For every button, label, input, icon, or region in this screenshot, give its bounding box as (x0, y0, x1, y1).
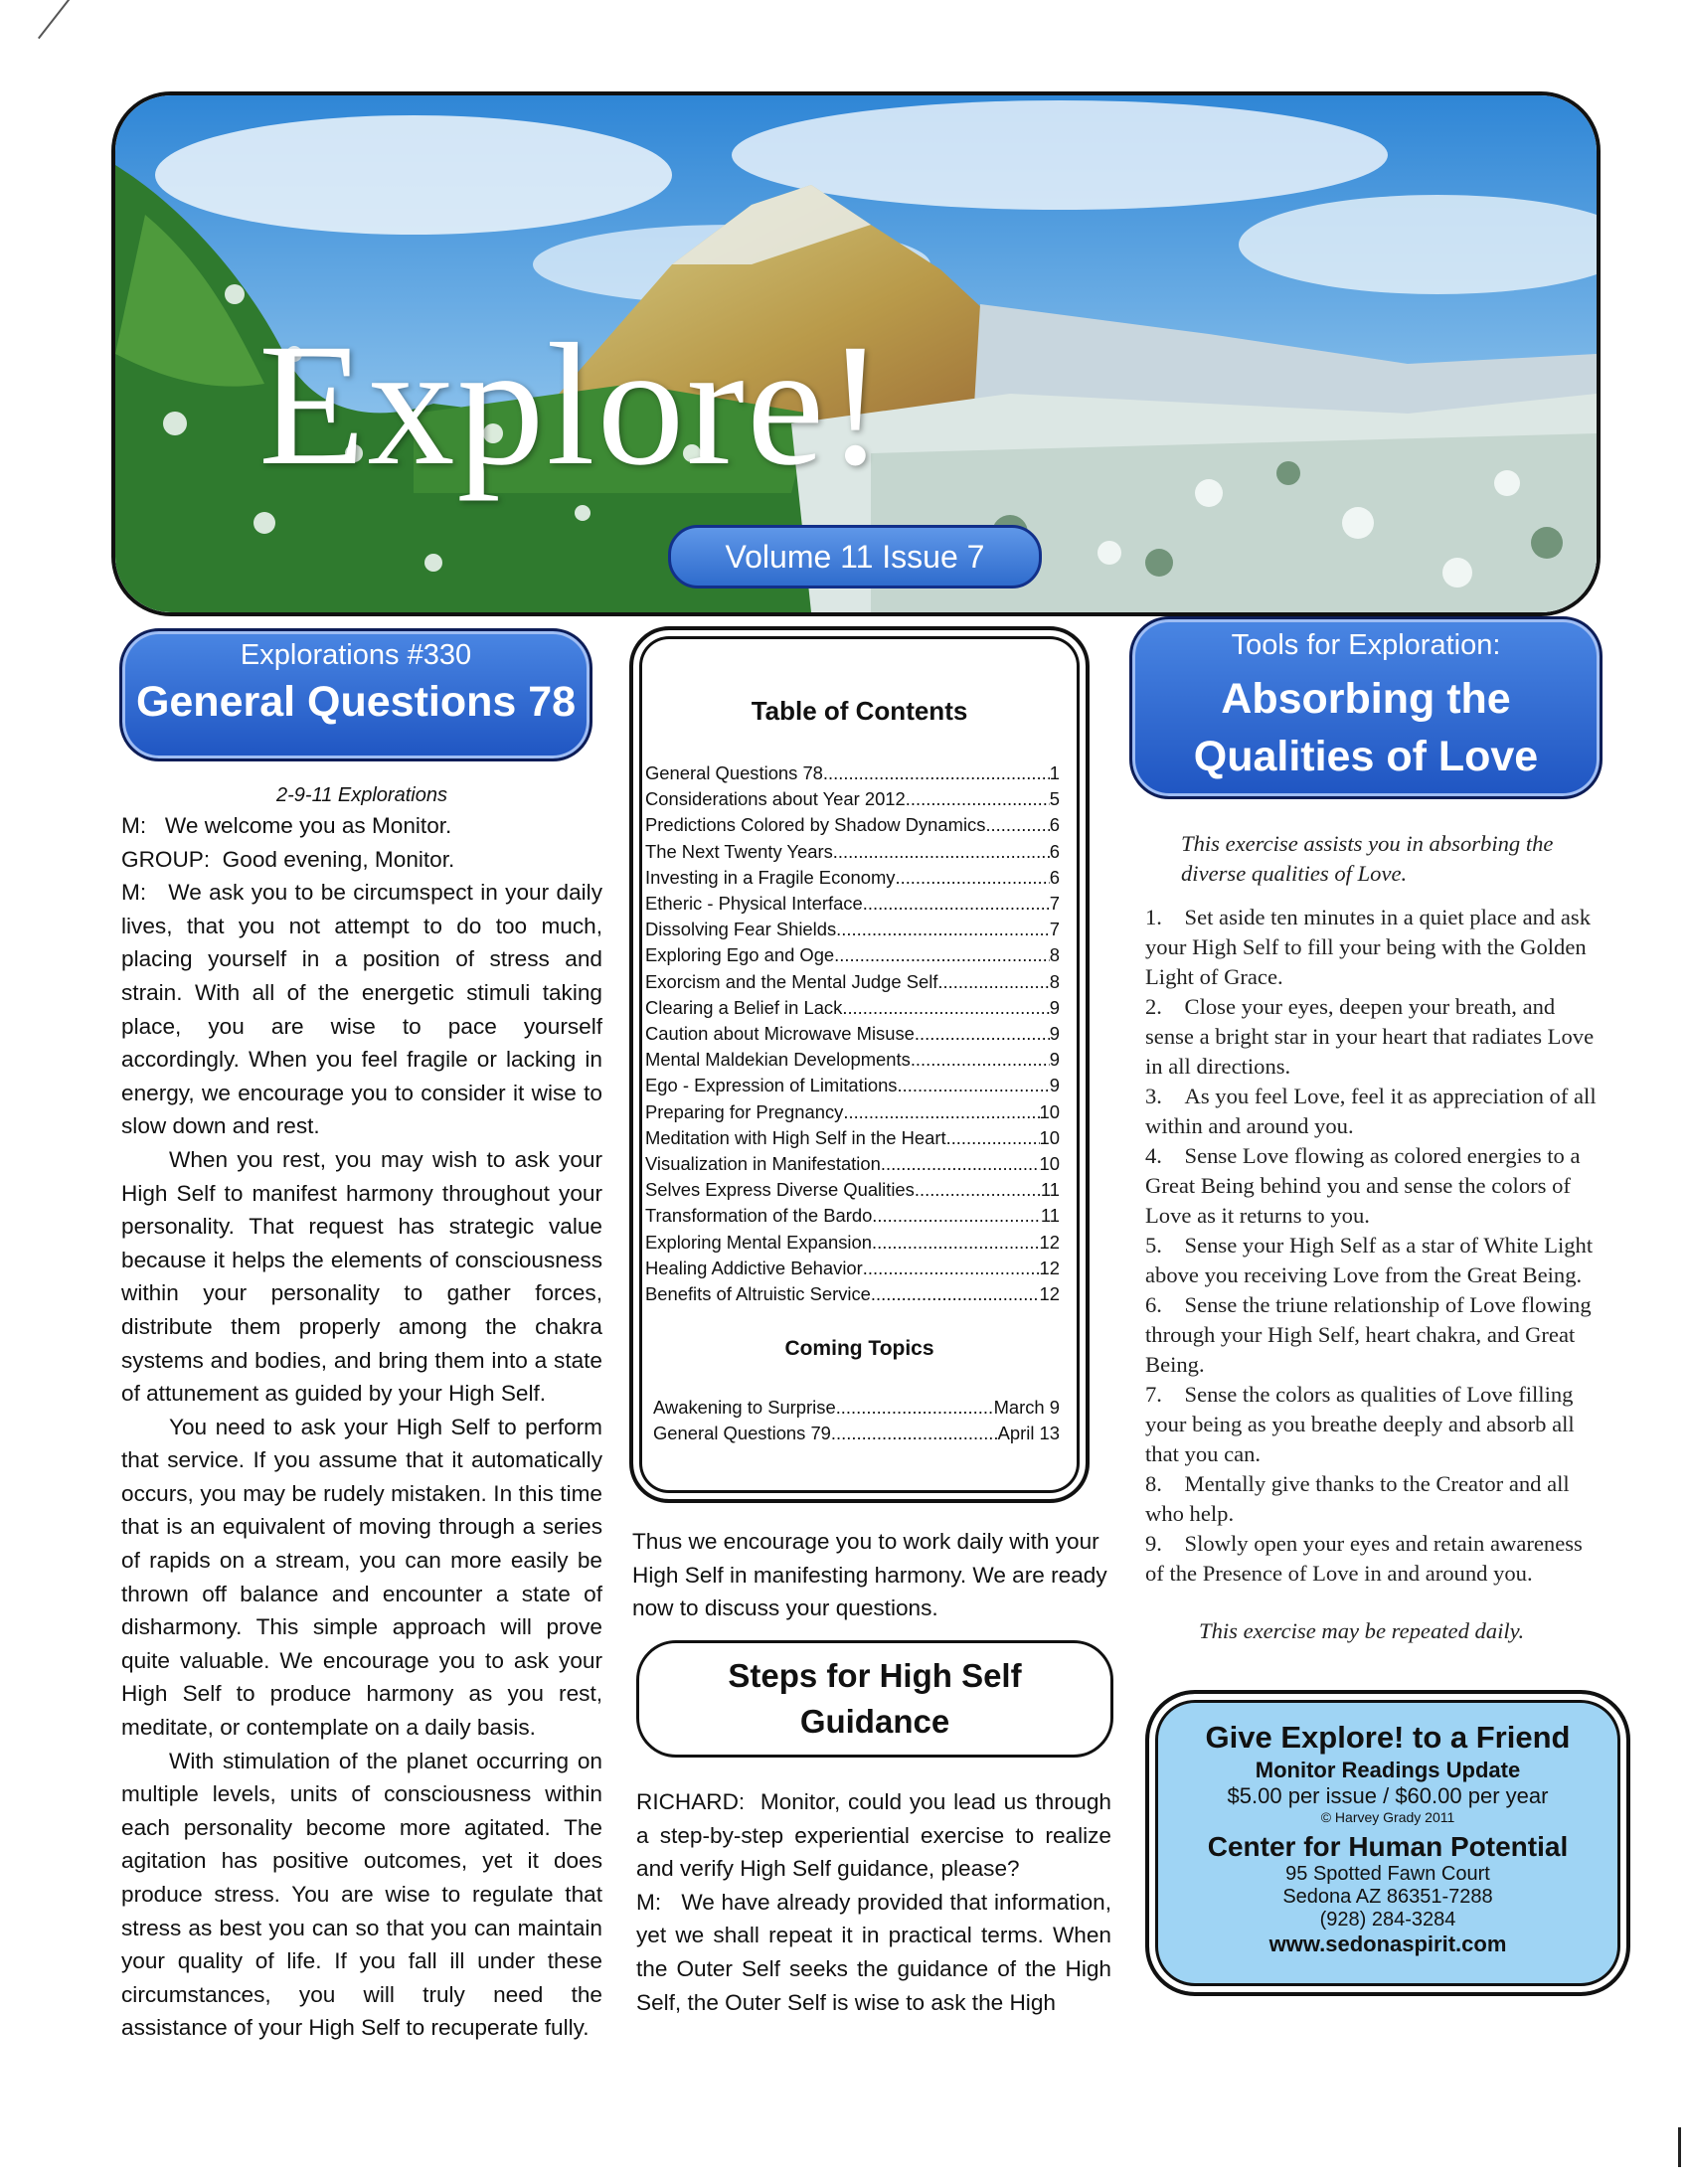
coming-topics-list (653, 1395, 1060, 1446)
toc-entry-label: Selves Express Diverse Qualities (645, 1179, 915, 1201)
toc-leader-dots (871, 1281, 1040, 1307)
toc-leader-dots (898, 1073, 1050, 1098)
toc-entry-page: March 9 (993, 1397, 1060, 1419)
exercise-closing: This exercise may be repeated daily. (1199, 1618, 1525, 1643)
toc-entry (645, 1256, 1060, 1281)
table-of-contents (629, 626, 1090, 1503)
toc-entry (645, 891, 1060, 917)
toc-entry-page: 12 (1039, 1231, 1060, 1253)
toc-entry-page: 12 (1039, 1283, 1060, 1305)
dialogue-line: M: We welcome you as Monitor. (121, 813, 452, 838)
exercise-step: 6. Sense the triune relationship of Love flowing through your High Self, heart chakra, and Great Being. (1145, 1292, 1592, 1377)
toc-entry-page: 10 (1039, 1126, 1060, 1148)
toc-leader-dots (872, 1203, 1041, 1229)
toc-entry-page: 11 (1040, 1205, 1060, 1227)
toc-leader-dots (915, 1021, 1050, 1047)
exercise-step: 3. As you feel Love, feel it as appreciation of all within and around you. (1145, 1084, 1597, 1138)
toc-entry (645, 1125, 1060, 1151)
toc-entry (645, 969, 1060, 995)
toc-leader-dots (937, 969, 1049, 995)
steps-heading-line2: Guidance (799, 1703, 950, 1740)
toc-entry (645, 1177, 1060, 1203)
toc-entry (645, 1281, 1060, 1307)
toc-entry-label: Transformation of the Bardo (645, 1205, 873, 1227)
toc-entry-label: General Questions 79 (653, 1423, 831, 1444)
toc-entry-label: Etheric - Physical Interface (645, 893, 863, 915)
toc-leader-dots (836, 1395, 994, 1421)
left-article (121, 781, 602, 2045)
toc-entry-page: 11 (1040, 1179, 1060, 1201)
exercise-step: 9. Slowly open your eyes and retain awareness of the Presence of Love in and around you. (1145, 1531, 1583, 1586)
toc-entry-label: Healing Addictive Behavior (645, 1257, 863, 1278)
toc-leader-dots (985, 812, 1049, 838)
toc-leader-dots (872, 1230, 1040, 1256)
subscription-update: Monitor Readings Update (1255, 1758, 1521, 1782)
toc-entry (645, 1047, 1060, 1073)
left-section-header (119, 628, 592, 761)
toc-entry-page: 5 (1049, 788, 1060, 810)
toc-entry (645, 786, 1060, 812)
masthead-title: Explore! (258, 308, 887, 502)
scan-mark (38, 0, 83, 39)
steps-heading-box (636, 1640, 1113, 1758)
toc-entry (645, 1099, 1060, 1125)
toc-entry-page: 6 (1049, 814, 1060, 836)
toc-entry-label: Dissolving Fear Shields (645, 919, 837, 940)
toc-leader-dots (863, 1256, 1040, 1281)
toc-entry (645, 942, 1060, 968)
toc-leader-dots (834, 942, 1050, 968)
subscription-box (1145, 1690, 1630, 1996)
toc-entry (645, 1021, 1060, 1047)
toc-entry-label: Caution about Microwave Misuse (645, 1023, 915, 1045)
left-header-title: General Questions 78 (135, 678, 577, 726)
steps-heading-line1: Steps for High Self (728, 1657, 1022, 1694)
toc-leader-dots (833, 839, 1050, 865)
toc-entry-page: 7 (1049, 919, 1060, 940)
toc-leader-dots (881, 1151, 1040, 1177)
toc-entry (653, 1395, 1060, 1421)
article-paragraph: You need to ask your High Self to perform that service. If you assume that it automatically occurs, you may be rudely mistaken. In this time that is an equivalent of moving through a series of rapids on a stream, you can more easily be thrown off balance and encounter a state of disharmony. This simple approach will prove quite valuable. We encourage you to ask your High Self to produce harmony as you rest, meditate, or contemplate on a daily basis. (121, 1414, 602, 1741)
toc-entry-label: Considerations about Year 2012 (645, 788, 906, 810)
subscription-title: Give Explore! to a Friend (1205, 1720, 1571, 1755)
exercise-step: 7. Sense the colors as qualities of Love filling your being as you breathe deeply and absorb all that you can. (1145, 1382, 1575, 1466)
toc-entry (645, 1073, 1060, 1098)
toc-leader-dots (946, 1125, 1040, 1151)
left-header-subtitle: Explorations #330 (240, 639, 472, 671)
exercise-step: 5. Sense your High Self as a star of White Light above you receiving Love from the Great Being. (1145, 1233, 1594, 1287)
toc-entry (645, 760, 1060, 786)
coming-topics-title: Coming Topics (784, 1337, 934, 1361)
toc-entry-page: 6 (1049, 866, 1060, 888)
address-line-2: Sedona AZ 86351-7288 (1282, 1886, 1493, 1908)
toc-entry-page: 12 (1039, 1257, 1060, 1278)
toc-leader-dots (911, 1047, 1050, 1073)
toc-entry-label: Meditation with High Self in the Heart (645, 1126, 946, 1148)
toc-entry (645, 917, 1060, 942)
toc-entry-page: 10 (1039, 1153, 1060, 1175)
toc-entry-label: Awakening to Surprise (653, 1397, 836, 1419)
toc-entry-label: Exploring Ego and Oge (645, 944, 835, 966)
toc-entry-label: Exploring Mental Expansion (645, 1231, 872, 1253)
toc-entry-label: Benefits of Altruistic Service (645, 1283, 871, 1305)
phone-number: (928) 284-3284 (1319, 1909, 1456, 1931)
exercise-step: 2. Close your eyes, deepen your breath, and sense a bright star in your heart that radiates Love in all directions. (1145, 994, 1595, 1079)
toc-entry (645, 839, 1060, 865)
toc-entry-label: Exorcism and the Mental Judge Self (645, 970, 938, 992)
organization-name: Center for Human Potential (1207, 1831, 1569, 1862)
toc-leader-dots (906, 786, 1050, 812)
right-header-title-line1: Absorbing the (1221, 675, 1511, 723)
dialogue-line: GROUP: Good evening, Monitor. (121, 846, 455, 872)
exercise-step: 1. Set aside ten minutes in a quiet place and ask your High Self to fill your being with the Golden Light of Grace. (1145, 905, 1591, 989)
toc-leader-dots (836, 917, 1050, 942)
toc-leader-dots (823, 760, 1050, 786)
toc-entry-page: 1 (1049, 762, 1060, 783)
toc-entry-page: 7 (1049, 893, 1060, 915)
toc-entry-page: 9 (1049, 1075, 1060, 1096)
toc-leader-dots (831, 1421, 998, 1446)
toc-title: Table of Contents (751, 696, 968, 726)
article-date: 2-9-11 Explorations (276, 784, 447, 806)
copyright-line: © Harvey Grady 2011 (1320, 1809, 1455, 1825)
toc-leader-dots (842, 995, 1049, 1021)
toc-entry-page: 9 (1049, 1023, 1060, 1045)
toc-entry-label: Preparing for Pregnancy (645, 1100, 844, 1122)
toc-entry (653, 1421, 1060, 1446)
right-header-subtitle: Tools for Exploration: (1231, 629, 1501, 661)
article-paragraph: With stimulation of the planet occurring on multiple levels, units of consciousness within each personality become more agitated. The agitation has positive outcomes, yet it does produce stress. You are wise to regulate that stress as best you can so that you can maintain your quality of life. If you fall ill under these circumstances, you will truly need the assistance of your High Self to recuperate fully. (121, 1748, 602, 2041)
toc-leader-dots (915, 1177, 1041, 1203)
toc-leader-dots (895, 865, 1049, 891)
toc-entry-page: 9 (1049, 1049, 1060, 1071)
toc-entry-page: 8 (1049, 944, 1060, 966)
exercise-intro: This exercise assists you in absorbing the diverse qualities of Love. (1181, 831, 1554, 886)
toc-entry-label: Visualization in Manifestation (645, 1153, 881, 1175)
subscription-price: $5.00 per issue / $60.00 per year (1227, 1783, 1549, 1808)
toc-entry (645, 812, 1060, 838)
right-article (1145, 829, 1601, 1646)
exercise-step: 8. Mentally give thanks to the Creator and all who help. (1145, 1471, 1570, 1526)
toc-entry (645, 1151, 1060, 1177)
toc-entry (645, 865, 1060, 891)
volume-issue-badge: Volume 11 Issue 7 (668, 525, 1042, 588)
middle-dialogue (636, 1785, 1111, 2019)
toc-entry (645, 1230, 1060, 1256)
toc-entry-label: Ego - Expression of Limitations (645, 1075, 898, 1096)
dialogue-paragraph: M: We have already provided that information, yet we shall repeat it in practical terms. When the Outer Self seeks the guidance of the High Self, the Outer Self is wise to ask the High (636, 1889, 1111, 2015)
website-link[interactable]: www.sedonaspirit.com (1268, 1932, 1507, 1956)
right-section-header (1129, 616, 1603, 799)
toc-entry-label: Mental Maldekian Developments (645, 1049, 911, 1071)
toc-entry (645, 1203, 1060, 1229)
toc-entry-label: General Questions 78 (645, 762, 823, 783)
dialogue-paragraph: RICHARD: Monitor, could you lead us through a step-by-step experiential exercise to realize and verify High Self guidance, please? (636, 1789, 1111, 1882)
address-line-1: 95 Spotted Fawn Court (1285, 1863, 1490, 1885)
toc-entry-page: 8 (1049, 970, 1060, 992)
toc-leader-dots (863, 891, 1050, 917)
page-edge-mark (1678, 2127, 1681, 2167)
exercise-step: 4. Sense Love flowing as colored energies to a Great Being behind you and sense the colors of Love as it returns to you. (1145, 1143, 1581, 1228)
toc-entry-label: The Next Twenty Years (645, 840, 833, 862)
toc-entry-page: 9 (1049, 996, 1060, 1018)
toc-entry-page: April 13 (997, 1423, 1060, 1444)
article-paragraph: When you rest, you may wish to ask your High Self to manifest harmony throughout your personality. That request has strategic value because it helps the elements of consciousness within your personality to gather forces, distribute them properly among the chakra systems and bodies, and bring them into a state of attunement as guided by your High Self. (121, 1146, 602, 1407)
toc-list (645, 760, 1060, 1307)
toc-entry-page: 10 (1039, 1100, 1060, 1122)
middle-intro: Thus we encourage you to work daily with your High Self in manifesting harmony. We are ready now to discuss your questions. (632, 1529, 1107, 1621)
toc-entry (645, 995, 1060, 1021)
exercise-steps (1145, 903, 1601, 1589)
article-paragraph: M: We ask you to be circumspect in your daily lives, that you not attempt to do too much, placing yourself in a position of stress and strain. With all of the energetic stimuli taking place, you are wise to pace yourself accordingly. When you feel fragile or lacking in energy, we encourage you to consider it wise to slow down and rest. (121, 880, 602, 1139)
toc-entry-label: Clearing a Belief in Lack (645, 996, 843, 1018)
toc-entry-page: 6 (1049, 840, 1060, 862)
right-header-title-line2: Qualities of Love (1193, 733, 1539, 780)
toc-entry-label: Investing in a Fragile Economy (645, 866, 896, 888)
toc-leader-dots (843, 1099, 1039, 1125)
toc-entry-label: Predictions Colored by Shadow Dynamics (645, 814, 986, 836)
